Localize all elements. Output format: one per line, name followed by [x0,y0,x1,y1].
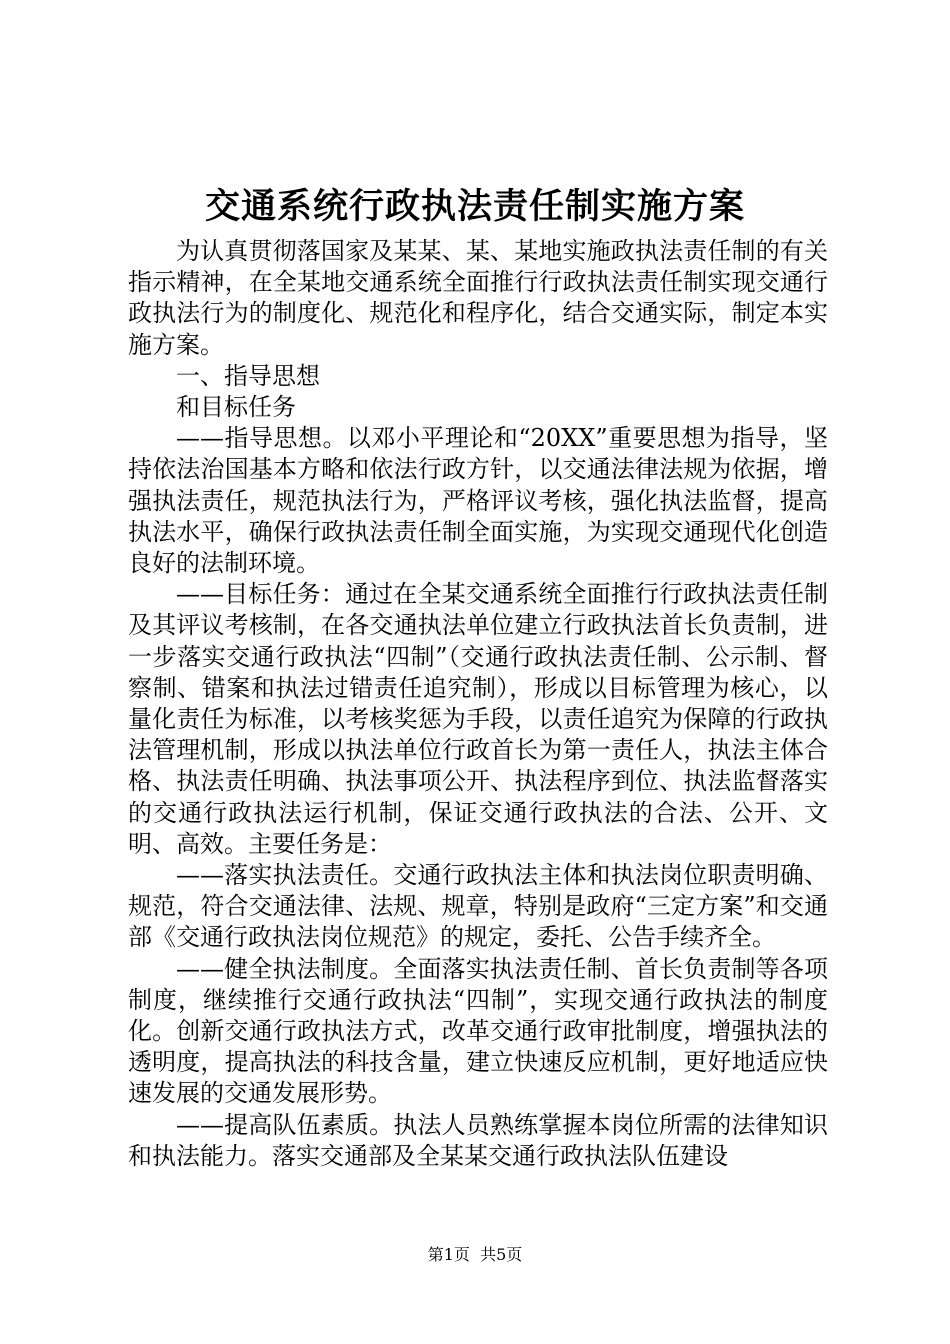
section-heading-guiding-thought: 一、指导思想 [176,361,320,390]
paragraph-target-tasks: ——目标任务：通过在全某交通系统全面推行行政执法责任制及其评议考核制，在各交通执法单位建立行政执法首长负责制，进一步落实交通行政执法“四制”（交通行政执法责任制、公示制、督察制、错案和执法过错责任追究制），形成以目标管理为核心，以量化责任为标准，以考核奖惩为手段，以责任追究为保障的行政执法管理机制，形成以执法单位行政首长为第一责任人，执法主体合格、执法责任明确、执法事项公开、执法程序到位、执法监督落实的交通行政执法运行机制，保证交通行政执法的合法、公开、文明、高效。主要任务是： [128,580,828,858]
page-number: 第1页 [427,1245,470,1264]
paragraph-guiding-thought: ——指导思想。以邓小平理论和“20XX”重要思想为指导，坚持依法治国基本方略和依法行政方针，以交通法律法规为依据，增强执法责任，规范执法行为，严格评议考核，强化执法监督，提高执法水平，确保行政执法责任制全面实施，为实现交通现代化创造良好的法制环境。 [128,424,828,578]
footer-spacer [470,1245,480,1264]
section-heading-continuation: 和目标任务 [176,393,296,422]
page-total: 共5页 [480,1245,523,1264]
page-footer [0,1244,950,1266]
document-body [128,236,828,1172]
paragraph-enforcement-system: ——健全执法制度。全面落实执法责任制、首长负责制等各项制度，继续推行交通行政执法“四制”，实现交通行政执法的制度化。创新交通行政执法方式，改革交通行政审批制度，增强执法的透明度，提高执法的科技含量，建立快速反应机制，更好地适应快速发展的交通发展形势。 [128,954,828,1108]
paragraph-enforcement-responsibility: ——落实执法责任。交通行政执法主体和执法岗位职责明确、规范，符合交通法律、法规、规章，特别是政府“三定方案”和交通部《交通行政执法岗位规范》的规定，委托、公告手续齐全。 [128,861,828,952]
document-title: 交通系统行政执法责任制实施方案 [204,186,745,227]
paragraph-team-quality: ——提高队伍素质。执法人员熟练掌握本岗位所需的法律知识和执法能力。落实交通部及全某某交通行政执法队伍建设 [128,1110,828,1170]
paragraph-intro: 为认真贯彻落国家及某某、某、某地实施政执法责任制的有关指示精神，在全某地交通系统全面推行行政执法责任制实现交通行政执法行为的制度化、规范化和程序化，结合交通实际，制定本实施方案。 [128,237,828,359]
